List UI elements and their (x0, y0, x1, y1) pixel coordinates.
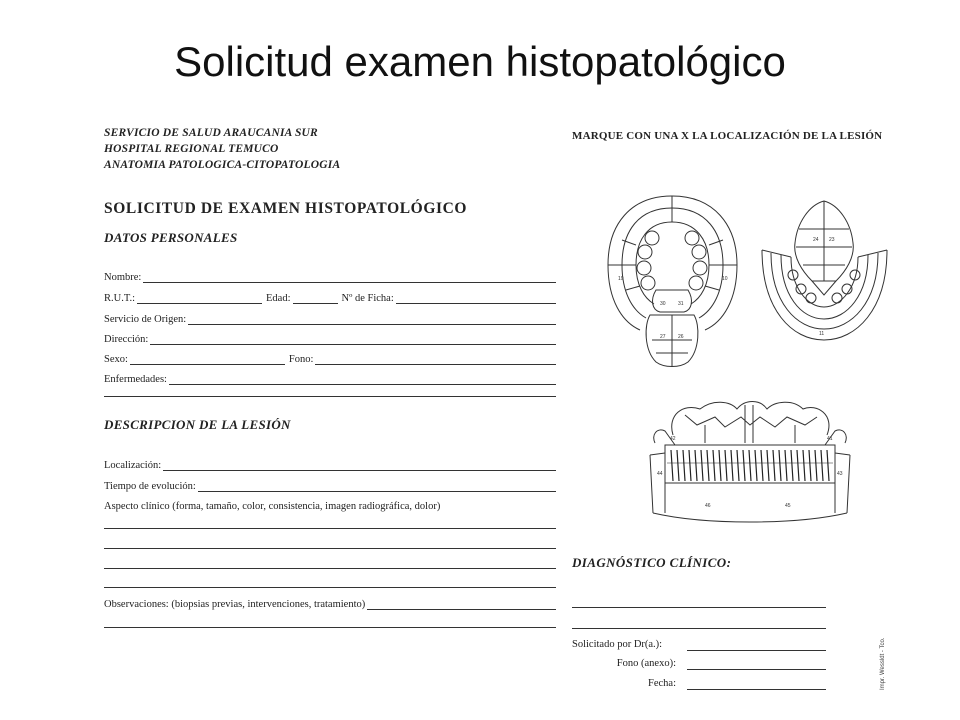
section-personal-data: DATOS PERSONALES (104, 230, 238, 245)
field-line[interactable] (137, 292, 262, 304)
form-title: SOLICITUD DE EXAMEN HISTOPATOLÓGICO (104, 200, 468, 217)
field-line[interactable] (396, 292, 556, 304)
diagnosis-line-2[interactable] (572, 628, 826, 629)
blank-line[interactable] (104, 528, 556, 529)
field-label: Fono: (288, 354, 314, 365)
diagnosis-line-1[interactable] (572, 607, 826, 608)
field-label: Observaciones: (biopsias previas, intervenciones, tratamiento) (104, 599, 366, 610)
field-nombre[interactable] (104, 268, 556, 283)
frontal-dentition-diagram[interactable] (645, 395, 855, 530)
field-line[interactable] (315, 353, 556, 365)
field-localizacion[interactable] (104, 456, 556, 471)
field-line[interactable] (293, 292, 338, 304)
field-servicio[interactable] (104, 310, 556, 325)
field-label: Enfermedades: (104, 374, 167, 385)
slide-title: Solicitud examen histopatológico (174, 38, 786, 85)
solicitado-label: Solicitado por Dr(a.): (572, 639, 663, 650)
form-header-line-1: SERVICIO DE SALUD ARAUCANIA SUR (104, 127, 318, 139)
svg-text:19: 19 (618, 276, 624, 282)
paper-form (104, 125, 556, 610)
fono-anexo-label: Fono (anexo): (616, 658, 676, 669)
field-label: Nombre: (104, 272, 142, 283)
field-label: Edad: (266, 293, 291, 304)
svg-text:46: 46 (705, 503, 711, 509)
fecha-label: Fecha: (648, 678, 676, 689)
field-label: Tiempo de evolución: (104, 481, 196, 492)
field-line[interactable] (198, 480, 556, 492)
section-lesion: DESCRIPCION DE LA LESIÓN (104, 417, 291, 432)
svg-text:44: 44 (657, 471, 663, 477)
svg-text:27: 27 (660, 334, 666, 340)
svg-text:31: 31 (678, 301, 684, 307)
svg-text:23: 23 (829, 237, 835, 243)
svg-text:43: 43 (837, 471, 843, 477)
svg-text:11: 11 (819, 331, 825, 337)
field-line[interactable] (367, 598, 556, 610)
svg-text:24: 24 (813, 237, 819, 243)
field-line[interactable] (163, 459, 556, 471)
field-observaciones[interactable] (104, 595, 556, 610)
field-rut-row[interactable] (104, 289, 556, 304)
field-label: Servicio de Origen: (104, 314, 187, 325)
oral-cavity-diagram[interactable] (600, 190, 745, 370)
field-label: Aspecto clínico (forma, tamaño, color, consistencia, imagen radiográfica, dolor) (104, 501, 441, 512)
fono-anexo-line[interactable] (687, 669, 826, 670)
blank-line[interactable] (104, 627, 556, 628)
field-label: Nº de Ficha: (341, 293, 394, 304)
svg-text:45: 45 (785, 503, 791, 509)
diagnosis-title: DIAGNÓSTICO CLÍNICO: (572, 555, 732, 570)
field-aspecto (104, 497, 556, 512)
fecha-line[interactable] (687, 689, 826, 690)
field-label: Dirección: (104, 334, 149, 345)
floor-of-mouth-diagram[interactable] (757, 195, 892, 345)
field-label: R.U.T.: (104, 293, 136, 304)
field-line[interactable] (130, 353, 285, 365)
field-sexo-row[interactable] (104, 350, 556, 365)
svg-text:41: 41 (827, 436, 833, 442)
blank-line[interactable] (104, 587, 556, 588)
field-direccion[interactable] (104, 330, 556, 345)
form-header-line-3: ANATOMIA PATOLOGICA-CITOPATOLOGIA (104, 159, 341, 171)
field-line[interactable] (188, 313, 556, 325)
field-evolucion[interactable] (104, 477, 556, 492)
field-line[interactable] (150, 333, 556, 345)
field-label: Sexo: (104, 354, 128, 365)
blank-line[interactable] (104, 568, 556, 569)
svg-text:42: 42 (670, 436, 676, 442)
field-enfermedades[interactable] (104, 370, 556, 385)
form-header-line-2: HOSPITAL REGIONAL TEMUCO (104, 143, 279, 155)
field-line[interactable] (143, 271, 556, 283)
svg-text:10: 10 (722, 276, 728, 282)
blank-line[interactable] (104, 396, 556, 397)
field-line[interactable] (169, 373, 556, 385)
blank-line[interactable] (104, 548, 556, 549)
svg-text:30: 30 (660, 301, 666, 307)
printer-imprint: Impr. Wessldt - Tco. (880, 637, 886, 690)
field-label: Localización: (104, 460, 162, 471)
svg-text:26: 26 (678, 334, 684, 340)
lesion-location-instruction: MARQUE CON UNA X LA LOCALIZACIÓN DE LA LESIÓN (572, 130, 883, 142)
solicitado-line[interactable] (687, 650, 826, 651)
